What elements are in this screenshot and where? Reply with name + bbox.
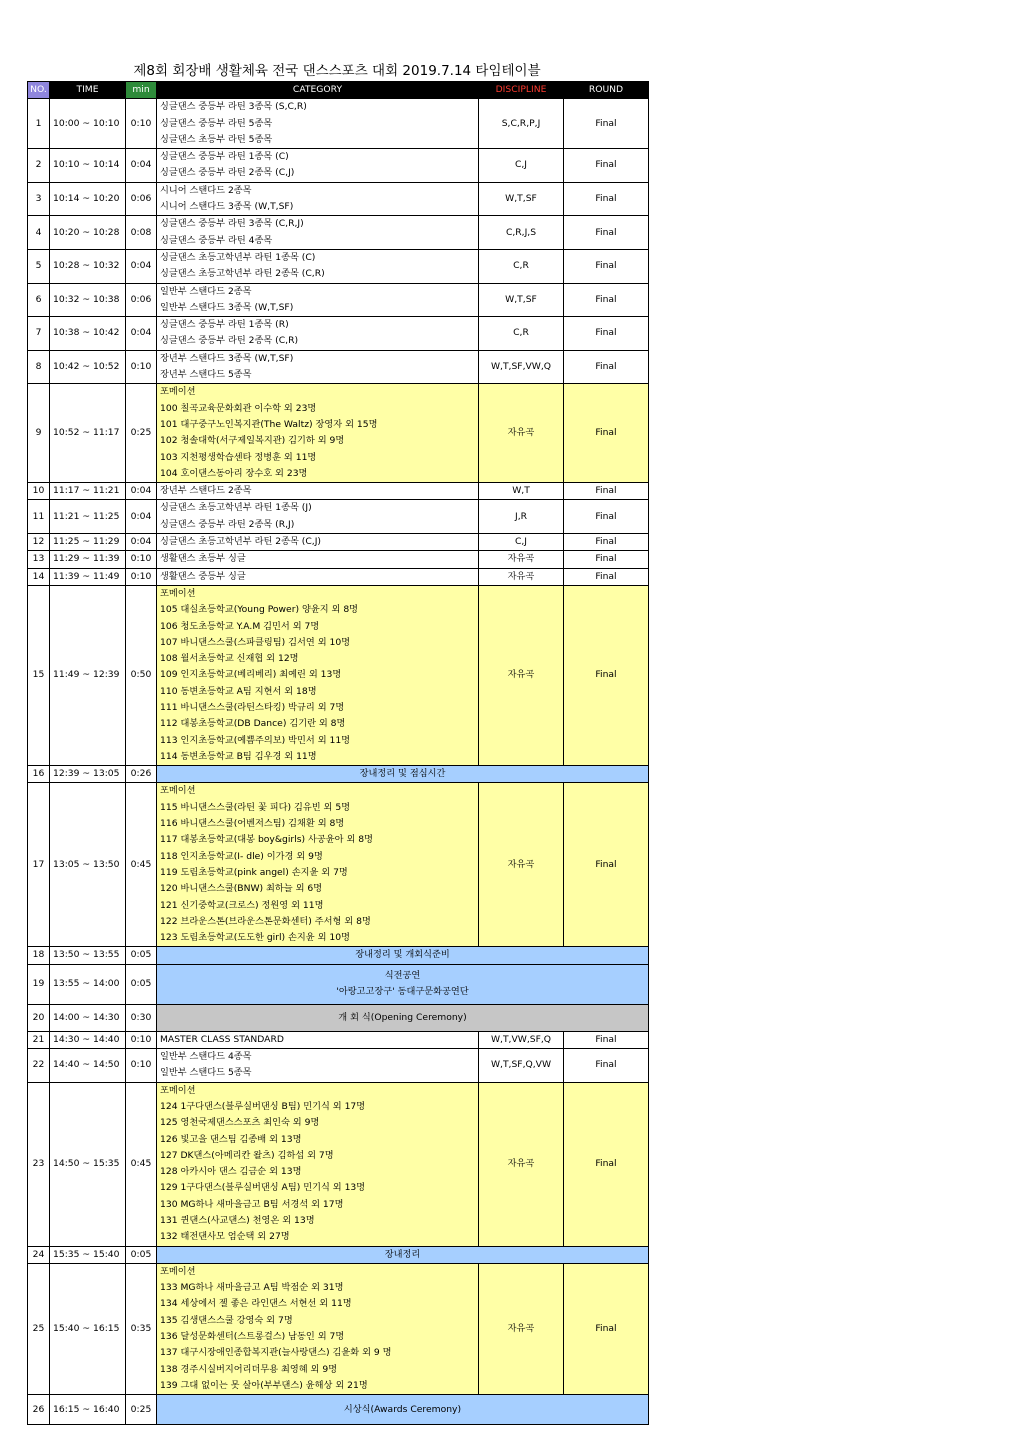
row-time: 13:05 ~ 13:50 — [50, 783, 126, 947]
schedule-row — [28, 1004, 649, 1031]
event-line: 장내정리 및 점심시간 — [359, 768, 446, 780]
row-category — [157, 500, 479, 534]
category-line: 121 신기중학교(크로스) 정원영 외 11명 — [160, 899, 324, 911]
row-category — [157, 483, 479, 500]
category-line: 117 대봉초등학교(대봉 boy&girls) 사공윤아 외 8명 — [160, 834, 373, 846]
document-title: 제8회 회장배 생활체육 전국 댄스스포츠 대회 2019.7.14 타임테이블 — [133, 63, 541, 79]
row-round: Final — [564, 1049, 649, 1083]
schedule-row — [28, 585, 649, 765]
event-line: 식전공연 — [384, 969, 421, 981]
row-number: 20 — [28, 1004, 50, 1031]
header-row — [28, 82, 649, 99]
schedule-row — [28, 500, 649, 534]
row-duration: 0:25 — [126, 384, 157, 483]
category-line: 싱글댄스 중등부 라틴 3종목 (S,C,R) — [160, 101, 307, 113]
header-time: TIME — [50, 82, 126, 99]
category-line: 137 대구시장애인종합복지관(늘사랑댄스) 김윤화 외 9 명 — [160, 1347, 392, 1359]
row-category — [157, 551, 479, 568]
row-number: 2 — [28, 149, 50, 183]
row-event — [157, 1004, 649, 1031]
row-time: 10:00 ~ 10:10 — [50, 99, 126, 149]
schedule-row — [28, 216, 649, 250]
timetable — [27, 81, 649, 1425]
row-number: 18 — [28, 947, 50, 964]
schedule-row — [28, 1263, 649, 1394]
category-line: 싱글댄스 중등부 라틴 2종목 (R,J) — [160, 518, 295, 530]
row-round: Final — [564, 182, 649, 216]
row-round: Final — [564, 585, 649, 765]
category-line: 108 월서초등학교 신재협 외 12명 — [160, 653, 299, 665]
row-discipline: W,T,SF — [479, 283, 564, 317]
row-time: 16:15 ~ 16:40 — [50, 1395, 126, 1425]
row-time: 10:20 ~ 10:28 — [50, 216, 126, 250]
category-line: 120 바니댄스스쿨(BNW) 최하늘 외 6명 — [160, 883, 323, 895]
row-round: Final — [564, 551, 649, 568]
row-category — [157, 585, 479, 765]
category-line: 포메이션 — [160, 785, 196, 797]
row-discipline: 자유곡 — [479, 783, 564, 947]
category-line: 105 대실초등학교(Young Power) 양윤지 외 8명 — [160, 604, 359, 616]
row-discipline: W,T,SF — [479, 182, 564, 216]
row-number: 9 — [28, 384, 50, 483]
category-line: 119 도림초등학교(pink angel) 손지윤 외 7명 — [160, 866, 348, 878]
row-category — [157, 1049, 479, 1083]
row-category — [157, 1031, 479, 1048]
row-duration: 0:04 — [126, 500, 157, 534]
row-discipline: W,T,VW,SF,Q — [479, 1031, 564, 1048]
row-discipline: C,J — [479, 149, 564, 183]
row-number: 23 — [28, 1082, 50, 1246]
category-line: 110 동변초등학교 A팀 지현서 외 18명 — [160, 685, 317, 697]
row-discipline: J,R — [479, 500, 564, 534]
row-round: Final — [564, 99, 649, 149]
row-time: 10:14 ~ 10:20 — [50, 182, 126, 216]
category-line: 싱글댄스 중등부 라틴 2종목 (C,R) — [160, 335, 299, 347]
row-duration: 0:45 — [126, 1082, 157, 1246]
row-duration: 0:04 — [126, 317, 157, 351]
schedule-row — [28, 483, 649, 500]
row-round: Final — [564, 249, 649, 283]
row-number: 25 — [28, 1263, 50, 1394]
category-line: 103 지천평생학습센타 정병훈 외 11명 — [160, 451, 317, 463]
category-line: 127 DK댄스(아메리칸 왈츠) 김하섭 외 7명 — [160, 1149, 334, 1161]
row-number: 19 — [28, 964, 50, 1004]
category-line: 114 동변초등학교 B팀 김우경 외 11명 — [160, 750, 317, 762]
row-discipline: 자유곡 — [479, 384, 564, 483]
category-line: 130 MG하나 새마을금고 B팀 서경석 외 17명 — [160, 1198, 344, 1210]
row-category — [157, 568, 479, 585]
category-line: 107 바니댄스스쿨(스파클링팀) 김서연 외 10명 — [160, 636, 351, 648]
row-event — [157, 766, 649, 783]
row-duration: 0:45 — [126, 783, 157, 947]
schedule-row — [28, 99, 649, 149]
category-line: 일반부 스탠다드 2종목 — [160, 285, 252, 297]
header-round: ROUND — [564, 82, 649, 99]
row-number: 5 — [28, 249, 50, 283]
category-line: 100 칠곡교육문화회관 이수학 외 23명 — [160, 402, 317, 414]
row-number: 17 — [28, 783, 50, 947]
category-line: 싱글댄스 중등부 라틴 1종목 (C) — [160, 151, 289, 163]
category-line: 장년부 스탠다드 5종목 — [160, 369, 252, 381]
category-line: 125 영천국제댄스스포츠 최인숙 외 9명 — [160, 1117, 320, 1129]
header-no: NO. — [28, 82, 50, 99]
row-time: 11:17 ~ 11:21 — [50, 483, 126, 500]
category-line: 포메이션 — [160, 386, 196, 398]
category-line: 112 대봉초등학교(DB Dance) 김기란 외 8명 — [160, 718, 346, 730]
row-event — [157, 947, 649, 964]
row-discipline: 자유곡 — [479, 1263, 564, 1394]
row-number: 15 — [28, 585, 50, 765]
row-time: 14:40 ~ 14:50 — [50, 1049, 126, 1083]
row-number: 21 — [28, 1031, 50, 1048]
row-round: Final — [564, 216, 649, 250]
row-duration: 0:50 — [126, 585, 157, 765]
row-time: 11:49 ~ 12:39 — [50, 585, 126, 765]
row-category — [157, 1082, 479, 1246]
row-round: Final — [564, 500, 649, 534]
row-duration: 0:05 — [126, 964, 157, 1004]
row-time: 10:38 ~ 10:42 — [50, 317, 126, 351]
row-number: 22 — [28, 1049, 50, 1083]
row-time: 10:52 ~ 11:17 — [50, 384, 126, 483]
row-time: 10:42 ~ 10:52 — [50, 350, 126, 384]
category-line: 장년부 스탠다드 2종목 — [160, 485, 252, 497]
row-round: Final — [564, 1031, 649, 1048]
row-number: 12 — [28, 534, 50, 551]
row-duration: 0:30 — [126, 1004, 157, 1031]
schedule-row — [28, 317, 649, 351]
category-line: 싱글댄스 중등부 라틴 3종목 (C,R,J) — [160, 218, 304, 230]
row-duration: 0:04 — [126, 249, 157, 283]
schedule-row — [28, 1246, 649, 1263]
event-line: 장내정리 — [384, 1248, 421, 1260]
category-line: 131 퀸댄스(사교댄스) 천영온 외 13명 — [160, 1215, 315, 1226]
row-discipline: 자유곡 — [479, 585, 564, 765]
row-number: 8 — [28, 350, 50, 384]
category-line: 135 김생댄스스쿨 강영숙 외 7명 — [160, 1314, 293, 1326]
row-duration: 0:10 — [126, 1049, 157, 1083]
category-line: 101 대구중구노인복지관(The Waltz) 장영자 외 15명 — [160, 418, 378, 430]
row-duration: 0:04 — [126, 483, 157, 500]
row-duration: 0:10 — [126, 568, 157, 585]
row-round: Final — [564, 1263, 649, 1394]
category-line: 124 1구다댄스(블루실버댄싱 B팀) 민기식 외 17명 — [160, 1100, 366, 1112]
category-line: 포메이션 — [160, 1265, 196, 1277]
row-duration: 0:06 — [126, 283, 157, 317]
row-category — [157, 783, 479, 947]
header-discipline: DISCIPLINE — [479, 82, 564, 99]
row-duration: 0:10 — [126, 350, 157, 384]
category-line: 생활댄스 초등부 싱글 — [160, 553, 246, 565]
row-duration: 0:26 — [126, 766, 157, 783]
row-category — [157, 283, 479, 317]
row-duration: 0:05 — [126, 1246, 157, 1263]
category-line: 132 태전댄사모 엄순택 외 27명 — [160, 1231, 290, 1243]
category-line: 싱글댄스 초등고학년부 라틴 2종목 (C,J) — [160, 536, 321, 548]
category-line: 일반부 스탠다드 3종목 (W,T,SF) — [160, 301, 294, 313]
row-duration: 0:25 — [126, 1395, 157, 1425]
category-line: 104 호이댄스동아리 장수호 외 23명 — [160, 467, 308, 479]
schedule-row — [28, 1031, 649, 1048]
row-round: Final — [564, 1082, 649, 1246]
event-line: 장내정리 및 개회식준비 — [355, 949, 450, 961]
category-line: 싱글댄스 초등부 라틴 5종목 — [160, 133, 273, 145]
row-number: 11 — [28, 500, 50, 534]
schedule-row — [28, 149, 649, 183]
schedule-row — [28, 249, 649, 283]
row-category — [157, 1263, 479, 1394]
category-line: 138 경주시실버지어리더무용 최영혜 외 9명 — [160, 1363, 338, 1375]
row-duration: 0:10 — [126, 551, 157, 568]
row-round: Final — [564, 783, 649, 947]
row-round: Final — [564, 384, 649, 483]
category-line: 생활댄스 중등부 싱글 — [160, 570, 246, 582]
row-discipline: C,J — [479, 534, 564, 551]
category-line: 시니어 스탠다드 2종목 — [160, 184, 252, 196]
schedule-row — [28, 783, 649, 947]
row-category — [157, 317, 479, 351]
category-line: 133 MG하나 새마을금고 A팀 박점순 외 31명 — [160, 1282, 344, 1294]
row-number: 24 — [28, 1246, 50, 1263]
category-line: 113 인지초등학교(예쁨주의보) 박민서 외 11명 — [160, 734, 351, 746]
category-line: 싱글댄스 초등고학년부 라틴 1종목 (C) — [160, 251, 316, 263]
schedule-row — [28, 551, 649, 568]
row-round: Final — [564, 317, 649, 351]
row-time: 14:00 ~ 14:30 — [50, 1004, 126, 1031]
row-discipline: S,C,R,P,J — [479, 99, 564, 149]
event-line: 시상식(Awards Ceremony) — [343, 1403, 462, 1415]
category-line: 122 브라운스톤(브라운스톤문화센터) 주서형 외 8명 — [160, 915, 371, 927]
row-time: 11:21 ~ 11:25 — [50, 500, 126, 534]
schedule-row — [28, 766, 649, 783]
event-line: 개 회 식(Opening Ceremony) — [338, 1011, 467, 1023]
category-line: 129 1구다댄스(블루실버댄싱 A팀) 민기식 외 13명 — [160, 1182, 366, 1194]
category-line: 134 세상에서 젤 좋은 라인댄스 서현선 외 11명 — [160, 1298, 352, 1310]
schedule-row — [28, 1082, 649, 1246]
row-discipline: 자유곡 — [479, 1082, 564, 1246]
row-event — [157, 1246, 649, 1263]
schedule-row — [28, 964, 649, 1004]
schedule-row — [28, 182, 649, 216]
row-number: 3 — [28, 182, 50, 216]
schedule-row — [28, 534, 649, 551]
row-number: 13 — [28, 551, 50, 568]
category-line: 109 인지초등학교(베리베리) 최예린 외 13명 — [160, 669, 342, 681]
row-category — [157, 384, 479, 483]
category-line: 136 달성문화센터(스트롱걸스) 남동인 외 7명 — [160, 1331, 345, 1343]
row-discipline: C,R,J,S — [479, 216, 564, 250]
row-discipline: C,R — [479, 249, 564, 283]
category-line: 포메이션 — [160, 587, 196, 599]
header-category: CATEGORY — [157, 82, 479, 99]
category-line: 139 그대 없이는 못 살아(부부댄스) 윤해상 외 21명 — [160, 1379, 368, 1391]
row-time: 11:39 ~ 11:49 — [50, 568, 126, 585]
category-line: 106 청도초등학교 Y.A.M 김민서 외 7명 — [160, 620, 320, 632]
row-round: Final — [564, 350, 649, 384]
row-round: Final — [564, 568, 649, 585]
schedule-row — [28, 384, 649, 483]
row-number: 14 — [28, 568, 50, 585]
schedule-row — [28, 1049, 649, 1083]
schedule-row — [28, 283, 649, 317]
row-time: 11:29 ~ 11:39 — [50, 551, 126, 568]
row-category — [157, 149, 479, 183]
row-discipline: 자유곡 — [479, 568, 564, 585]
category-line: 118 인지초등학교(I- dle) 이가경 외 9명 — [160, 850, 323, 862]
row-time: 15:40 ~ 16:15 — [50, 1263, 126, 1394]
row-time: 13:50 ~ 13:55 — [50, 947, 126, 964]
row-time: 10:32 ~ 10:38 — [50, 283, 126, 317]
row-number: 26 — [28, 1395, 50, 1425]
row-time: 13:55 ~ 14:00 — [50, 964, 126, 1004]
row-number: 7 — [28, 317, 50, 351]
schedule-row — [28, 1395, 649, 1425]
row-number: 4 — [28, 216, 50, 250]
category-line: 116 바니댄스스쿨(어벤저스팀) 김채환 외 8명 — [160, 818, 345, 830]
category-line: 시니어 스탠다드 3종목 (W,T,SF) — [160, 201, 294, 213]
row-round: Final — [564, 149, 649, 183]
event-line: '아랑고고장구' 동대구문화공연단 — [336, 986, 469, 998]
row-discipline: W,T — [479, 483, 564, 500]
row-discipline: W,T,SF,VW,Q — [479, 350, 564, 384]
category-line: 111 바니댄스스쿨(라틴스타킹) 박규리 외 7명 — [160, 701, 345, 713]
row-discipline: C,R — [479, 317, 564, 351]
row-round: Final — [564, 483, 649, 500]
header-min: min — [126, 82, 157, 99]
row-event — [157, 964, 649, 1004]
schedule-row — [28, 947, 649, 964]
timetable-body — [28, 99, 649, 1425]
schedule-row — [28, 350, 649, 384]
category-line: 싱글댄스 중등부 라틴 4종목 — [160, 234, 273, 246]
category-line: 싱글댄스 중등부 라틴 2종목 (C,J) — [160, 167, 295, 179]
row-duration: 0:08 — [126, 216, 157, 250]
row-duration: 0:10 — [126, 99, 157, 149]
row-time: 14:30 ~ 14:40 — [50, 1031, 126, 1048]
row-category — [157, 249, 479, 283]
row-category — [157, 182, 479, 216]
category-line: 일반부 스탠다드 5종목 — [160, 1067, 252, 1079]
row-number: 10 — [28, 483, 50, 500]
row-round: Final — [564, 534, 649, 551]
row-duration: 0:35 — [126, 1263, 157, 1394]
row-category — [157, 350, 479, 384]
category-line: 포메이션 — [160, 1084, 196, 1096]
row-category — [157, 216, 479, 250]
row-discipline: 자유곡 — [479, 551, 564, 568]
row-time: 10:28 ~ 10:32 — [50, 249, 126, 283]
row-number: 16 — [28, 766, 50, 783]
schedule-row — [28, 568, 649, 585]
row-round: Final — [564, 283, 649, 317]
row-category — [157, 534, 479, 551]
category-line: 장년부 스탠다드 3종목 (W,T,SF) — [160, 352, 294, 364]
row-category — [157, 99, 479, 149]
category-line: 싱글댄스 중등부 라틴 5종목 — [160, 117, 273, 129]
row-time: 10:10 ~ 10:14 — [50, 149, 126, 183]
category-line: 126 빛고을 댄스팀 김종배 외 13명 — [160, 1133, 302, 1145]
category-line: 싱글댄스 초등고학년부 라틴 2종목 (C,R) — [160, 268, 325, 280]
category-line: 102 청솔대학(서구제일복지관) 김기하 외 9명 — [160, 435, 345, 447]
category-line: 123 도림초등학교(도도한 girl) 손지윤 외 10명 — [160, 932, 350, 944]
row-duration: 0:10 — [126, 1031, 157, 1048]
row-time: 14:50 ~ 15:35 — [50, 1082, 126, 1246]
row-time: 12:39 ~ 13:05 — [50, 766, 126, 783]
row-number: 1 — [28, 99, 50, 149]
row-event — [157, 1395, 649, 1425]
row-duration: 0:05 — [126, 947, 157, 964]
row-discipline: W,T,SF,Q,VW — [479, 1049, 564, 1083]
row-duration: 0:04 — [126, 149, 157, 183]
row-time: 15:35 ~ 15:40 — [50, 1246, 126, 1263]
row-time: 11:25 ~ 11:29 — [50, 534, 126, 551]
category-line: MASTER CLASS STANDARD — [160, 1033, 284, 1045]
category-line: 싱글댄스 중등부 라틴 1종목 (R) — [160, 319, 289, 331]
category-line: 싱글댄스 초등고학년부 라틴 1종목 (J) — [160, 502, 312, 514]
category-line: 115 바니댄스스쿨(라틴 꽃 피다) 김유빈 외 5명 — [160, 801, 351, 813]
row-duration: 0:04 — [126, 534, 157, 551]
row-number: 6 — [28, 283, 50, 317]
category-line: 128 아카시아 댄스 김금순 외 13명 — [160, 1166, 302, 1178]
category-line: 일반부 스탠다드 4종목 — [160, 1051, 252, 1063]
row-duration: 0:06 — [126, 182, 157, 216]
